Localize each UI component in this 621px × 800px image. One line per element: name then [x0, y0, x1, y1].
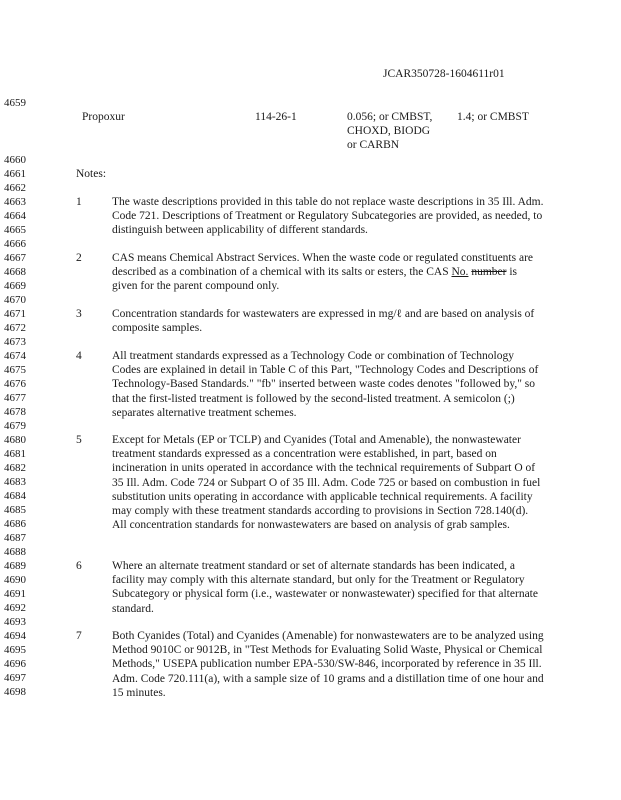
note-6-text: Where an alternate treatment standard or set of alternate standards has been indicated, a facility may comply with this alternate standard, but only for the Treatment or Regulatory Subcategory or physical form (i.e., wastewater or nonwastewater) specified for that alternate standard. — [112, 560, 538, 615]
line-number: 4682 — [4, 462, 26, 474]
line-number: 4695 — [4, 644, 26, 656]
nonwastewater-standard: 1.4; or CMBST — [457, 111, 529, 123]
note-number: 5 — [76, 434, 82, 446]
line-number: 4693 — [4, 616, 26, 628]
line-number: 4676 — [4, 378, 26, 390]
note-2-text — [112, 251, 544, 294]
document-id: JCAR350728-1604611r01 — [383, 68, 505, 80]
line-number: 4690 — [4, 574, 26, 586]
line-number: 4661 — [4, 168, 26, 180]
line-number: 4667 — [4, 252, 26, 264]
line-number: 4668 — [4, 266, 26, 278]
wastewater-standard-line-2: CHOXD, BIODG — [347, 125, 431, 137]
line-number: 4694 — [4, 630, 26, 642]
line-number: 4660 — [4, 154, 26, 166]
constituent-name: Propoxur — [82, 111, 125, 123]
note-2-text-b: is given for the parent compound only. — [112, 266, 517, 293]
line-number: 4687 — [4, 532, 26, 544]
line-number: 4671 — [4, 308, 26, 320]
note-number: 4 — [76, 350, 82, 362]
cas-number: 114-26-1 — [255, 111, 297, 123]
note-number: 2 — [76, 252, 82, 264]
line-number: 4686 — [4, 518, 26, 530]
note-2-inserted-text: No. — [451, 266, 469, 279]
line-number: 4659 — [4, 97, 26, 109]
wastewater-standard-line-3: or CARBN — [347, 139, 400, 151]
line-number: 4681 — [4, 448, 26, 460]
line-number: 4683 — [4, 476, 26, 488]
line-number: 4663 — [4, 196, 26, 208]
line-number: 4689 — [4, 560, 26, 572]
line-number: 4674 — [4, 350, 26, 362]
note-3-text: Concentration standards for wastewaters are expressed in mg/ℓ and are based on analysis of composite samples. — [112, 308, 535, 335]
note-number: 1 — [76, 196, 82, 208]
note-number: 6 — [76, 560, 82, 572]
line-number: 4684 — [4, 490, 26, 502]
line-number: 4688 — [4, 546, 26, 558]
line-number: 4669 — [4, 280, 26, 292]
note-number: 7 — [76, 630, 82, 642]
line-number: 4685 — [4, 504, 26, 516]
note-2-text-a: CAS means Chemical Abstract Services. When the waste code or regulated constituents are described as a combination of a chemical with its salts or esters, the CAS — [112, 252, 534, 279]
line-number: 4678 — [4, 406, 26, 418]
note-number: 3 — [76, 308, 82, 320]
note-7-text: Both Cyanides (Total) and Cyanides (Amenable) for nonwastewaters are to be analyzed using Method 9010C or 9012B, in "Test Methods for Evaluating Solid Waste, Physical or Chemical Methods," USEPA publication number EPA-530/SW-846, incorporated by reference in 35 Ill. Adm. Code 720.111(a), with a sample size of 10 grams and a distillation time of one hour and 15 minutes. — [112, 630, 544, 699]
note-5-text: Except for Metals (EP or TCLP) and Cyanides (Total and Amenable), the nonwastewater treatment standards expressed as a concentration were established, in part, based on incineration in units operated in accordance with the technical requirements of Subpart O of 35 Ill. Adm. Code 724 or Subpart O of 35 Ill. Adm. Code 725 or based on combustion in fuel substitution units operating in accordance with applicable technical requirements. A facility may comply with these treatment standards according to provisions in Section 728.140(d). All concentration standards for nonwastewaters are based on analysis of grab samples. — [112, 434, 541, 532]
notes-heading: Notes: — [76, 168, 107, 180]
note-4-text: All treatment standards expressed as a Technology Code or combination of Technology Codes are explained in detail in Table C of this Part, "Technology Codes and Descriptions of Technology-Based Standards." "fb" inserted between waste codes denotes "followed by," so that the first-listed treatment is followed by the second-listed treatment. A semicolon (;) separates alternative treatment schemes. — [112, 350, 539, 419]
line-number: 4677 — [4, 392, 26, 404]
line-number: 4664 — [4, 210, 26, 222]
line-number: 4679 — [4, 420, 26, 432]
line-number: 4697 — [4, 672, 26, 684]
line-number: 4680 — [4, 434, 26, 446]
line-number: 4672 — [4, 322, 26, 334]
line-number: 4696 — [4, 658, 26, 670]
line-number: 4665 — [4, 224, 26, 236]
line-number: 4670 — [4, 294, 26, 306]
line-number: 4673 — [4, 336, 26, 348]
line-number: 4692 — [4, 602, 26, 614]
line-number: 4675 — [4, 364, 26, 376]
note-2-deleted-text: number — [471, 266, 507, 279]
line-number: 4691 — [4, 588, 26, 600]
wastewater-standard-line-1: 0.056; or CMBST, — [347, 111, 433, 123]
line-number: 4698 — [4, 686, 26, 698]
line-number: 4662 — [4, 182, 26, 194]
line-number: 4666 — [4, 238, 26, 250]
note-1-text: The waste descriptions provided in this table do not replace waste descriptions in 35 Ill. Adm. Code 721. Descriptions of Treatment or Regulatory Subcategories are provided, as needed, to distinguish between applicability of different standards. — [112, 196, 544, 237]
